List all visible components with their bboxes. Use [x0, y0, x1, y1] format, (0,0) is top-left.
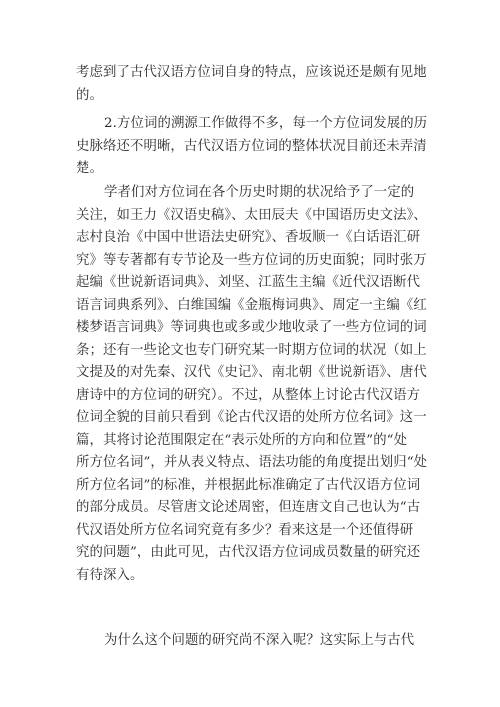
- text-line: 究的问题”，由此可见，古代汉语方位词成员数量的研究还: [76, 545, 421, 560]
- text-line: 究》等专著都有专节论及一些方位词的历史面貌；同时张万: [76, 252, 427, 268]
- text-line: 史脉络还不明晰，古代汉语方位词的整体状况目前还未弄清: [76, 138, 427, 154]
- paragraph-1: [76, 62, 430, 107]
- paragraph-3: [76, 182, 430, 587]
- text-line: 起编《世说新语词典》、刘坚、江蓝生主编《近代汉语断代: [76, 275, 421, 290]
- text-line: 关注，如王力《汉语史稿》、太田辰夫《中国语历史文法》、: [76, 207, 427, 223]
- text-line: 语言词典系列》、白维国编《金瓶梅词典》、周定一主编《红: [76, 297, 427, 313]
- text-line: 楚。: [76, 161, 103, 176]
- text-line: 有待深入。: [76, 567, 144, 583]
- text-line: 2.方位词的溯源工作做得不多，每一个方位词发展的历: [104, 116, 428, 131]
- text-line: 所方位名词”的标准，并根据此标准确定了古代汉语方位词: [76, 477, 421, 493]
- text-line: 学者们对方位词在各个历史时期的状况给予了一定的: [104, 185, 415, 200]
- text-line: 所方位名词”，并从表义特点、语法功能的角度提出划归“处: [76, 455, 428, 470]
- text-line: 唐诗中的方位词的研究）。不过，从整体上讨论古代汉语方: [76, 387, 421, 403]
- text-line: 考虑到了古代汉语方位词自身的特点，应该说还是颇有见地: [76, 65, 427, 80]
- paragraph-4: [76, 630, 430, 653]
- text-line: 篇，其将讨论范围限定在“表示处所的方向和位置”的“处: [76, 432, 408, 448]
- text-line: 楼梦语言词典》等词典也或多或少地收录了一些方位词的词: [76, 320, 427, 335]
- text-line: 代汉语处所方位名词究竟有多少？看来这是一个还值得研: [76, 522, 414, 538]
- text-line: 文提及的对先秦、汉代《史记》、南北朝《世说新语》、唐代: [76, 365, 427, 380]
- text-line: 位词全貌的目前只看到《论古代汉语的处所方位名词》这一: [76, 410, 427, 425]
- text-line: 的部分成员。尽管唐文论述周密，但连唐文自己也认为“古: [76, 500, 421, 515]
- text-line: 为什么这个问题的研究尚不深入呢？这实际上与古代: [104, 633, 415, 648]
- paragraph-2: [76, 113, 430, 181]
- text-line: 条；还有一些论文也专门研究某一时期方位词的状况（如上: [76, 342, 427, 358]
- text-line: 志村良治《中国中世语法史研究》、香坂顺一《白话语汇研: [76, 230, 421, 245]
- text-line: 的。: [76, 87, 103, 103]
